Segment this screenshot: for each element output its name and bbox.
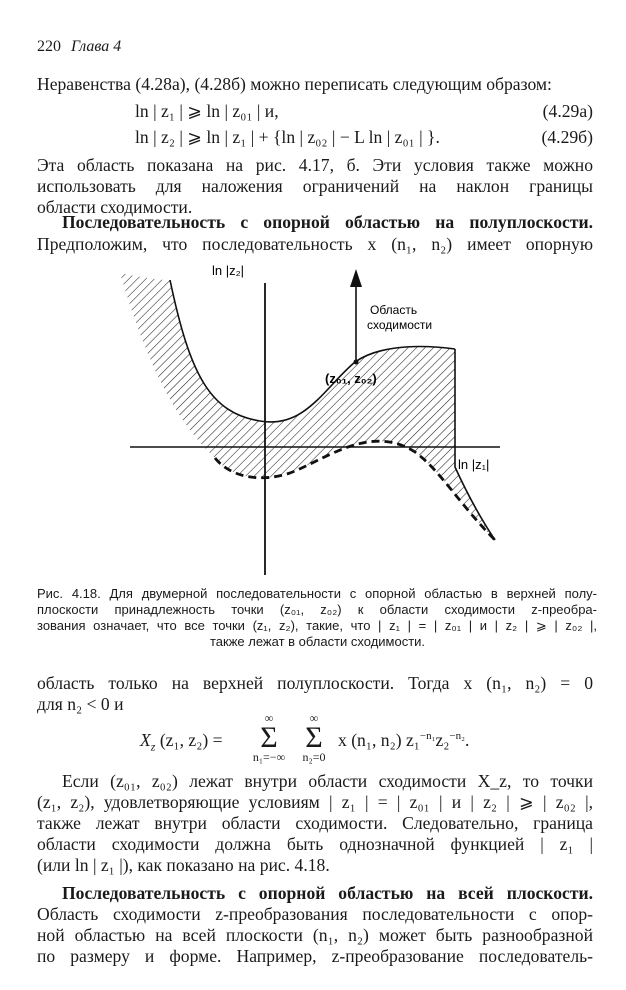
figure-4-18 — [110, 255, 510, 585]
chapter-title: Глава 4 — [71, 38, 122, 55]
equation-term: x (n₁, n₂) z₁$^{-n_1}$z₂$^{-n_2}$. — [338, 730, 470, 750]
equation-4-29a: ln | z₁ | ⩾ ln | z₀₁ | и, — [135, 101, 279, 121]
paragraph-line: области сходимости должна быть однозначной функцией | z₁ | — [37, 834, 593, 854]
figure-caption-line: также лежат в области сходимости. — [210, 634, 426, 649]
figure-caption-line: плоскости принадлежность точки (z₀₁, z₀₂) к области сходимости z-преобра- — [37, 602, 597, 617]
section-heading-fullplane: Последовательность с опорной областью на всей плоскости. — [62, 883, 593, 903]
section-heading-halfplane: Последовательность с опорной областью на полуплоскости. — [62, 212, 593, 232]
paragraph-line: области сходимости. — [37, 197, 193, 217]
paragraph-line: область только на верхней полуплоскости. Тогда x (n₁, n₂) = 0 — [37, 673, 593, 693]
paragraph-line: по размеру и форме. Например, z-преобразование последователь- — [37, 946, 593, 966]
equation-number-4-29b: (4.29б) — [541, 127, 593, 147]
paragraph-intro: Неравенства (4.28а), (4.28б) можно переписать следующим образом: — [37, 74, 552, 94]
paragraph-line: также лежат внутри области сходимости. Следовательно, граница — [37, 813, 593, 833]
sum-n2: ∞ Σ n₂=0 — [302, 711, 326, 764]
paragraph-line: использовать для наложения ограничений на наклон границы — [37, 176, 593, 196]
point-z01-z02 — [354, 360, 359, 365]
page-number: 220 — [37, 38, 61, 55]
paragraph-line: ной областью на всей плоскости (n₁, n₂) может быть разнообразной — [37, 925, 593, 945]
sum-n1: ∞ Σ n₁=−∞ — [252, 711, 286, 764]
paragraph-line: Эта область показана на рис. 4.17, б. Эти условия также можно — [37, 155, 593, 175]
point-label: (z₀₁, z₀₂) — [325, 371, 377, 386]
annotation-arrow-head — [350, 269, 362, 287]
paragraph-line: для n₂ < 0 и — [37, 694, 124, 714]
figure-caption-line: Рис. 4.18. Для двумерной последовательности с опорной областью в верхней полу- — [37, 586, 597, 601]
paragraph-line: Область сходимости z-преобразования последовательности с опор- — [37, 904, 593, 924]
figure-caption-line: зования означает, что все точки (z₁, z₂), такие, что | z₁ | = | z₀₁ | и | z₂ | ⩾ | z₀₂ |, — [37, 618, 597, 633]
y-axis-label: ln |z₂| — [212, 263, 245, 278]
equation-lhs: $X_z$ (z₁, z₂) = — [140, 730, 223, 754]
annotation-label-line2: сходимости — [367, 318, 433, 332]
equation-number-4-29a: (4.29а) — [542, 101, 593, 121]
x-axis-label: ln |z₁| — [458, 457, 490, 472]
paragraph-line: Предположим, что последовательность x (n₁, n₂) имеет опорную — [37, 234, 593, 254]
paragraph-line: Если (z₀₁, z₀₂) лежат внутри области сходимости X_z, то точки — [62, 771, 593, 791]
page-header — [37, 38, 121, 56]
annotation-label-line1: Область — [370, 303, 418, 317]
paragraph-line: (или ln | z₁ |), как показано на рис. 4.18. — [37, 855, 330, 875]
equation-4-29b: ln | z₂ | ⩾ ln | z₁ | + {ln | z₀₂ | − L ln | z₀₁ | }. — [135, 127, 440, 147]
paragraph-line: (z₁, z₂), удовлетворяющие условиям | z₁ | = | z₀₁ | и | z₂ | ⩾ | z₀₂ |, — [37, 792, 593, 812]
convergence-region — [120, 273, 495, 540]
